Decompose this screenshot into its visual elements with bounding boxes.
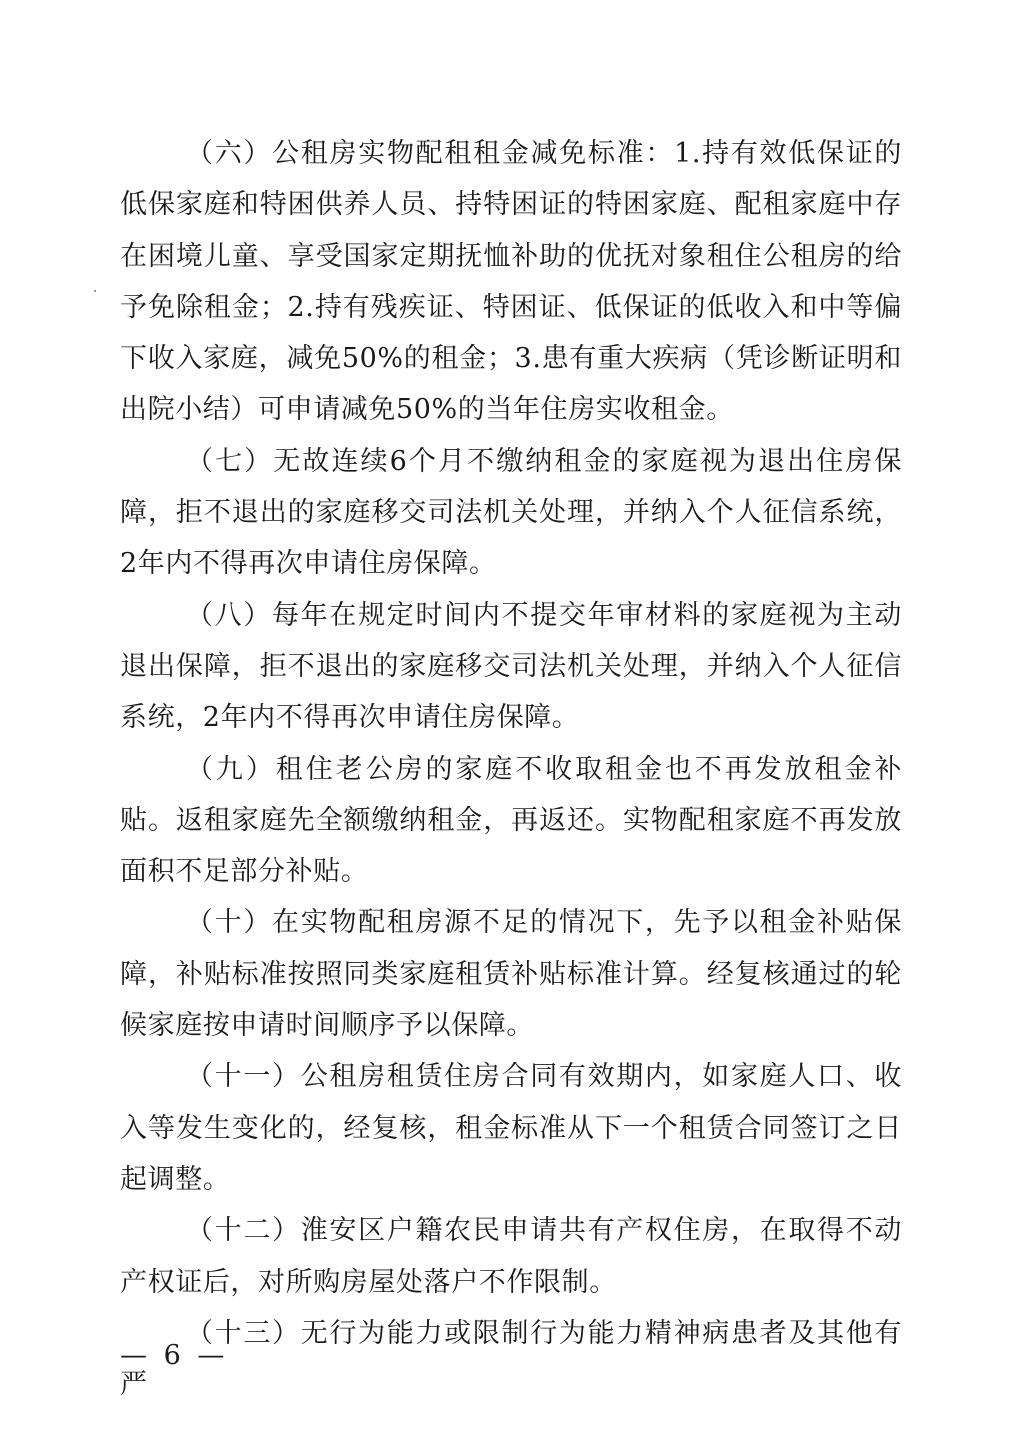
paragraph-13: （十三）无行为能力或限制行为能力精神病患者及其他有严: [120, 1317, 902, 1401]
paragraph-9: （九）租住老公房的家庭不收取租金也不再发放租金补贴。返租家庭先全额缴纳租金，再返还。实物配租家庭不再发放面积不足部分补贴。: [120, 753, 902, 888]
paragraph-8: （八）每年在规定时间内不提交年审材料的家庭视为主动退出保障，拒不退出的家庭移交司法机关处理，并纳入个人征信系统，2年内不得再次申请住房保障。: [120, 599, 902, 734]
body-text: [120, 128, 902, 1410]
paragraph-11: （十一）公租房租赁住房合同有效期内，如家庭人口、收入等发生变化的，经复核，租金标准从下一个租赁合同签订之日起调整。: [120, 1061, 902, 1195]
paragraph-10: （十）在实物配租房源不足的情况下，先予以租金补贴保障，补贴标准按照同类家庭租赁补贴标准计算。经复核通过的轮候家庭按申请时间顺序予以保障。: [120, 907, 902, 1042]
paragraph-12: （十二）淮安区户籍农民申请共有产权住房，在取得不动产权证后，对所购房屋处落户不作限制。: [120, 1215, 902, 1298]
scan-speck: [94, 290, 96, 292]
paragraph-7: （七）无故连续6个月不缴纳租金的家庭视为退出住房保障，拒不退出的家庭移交司法机关处理，并纳入个人征信系统，2年内不得再次申请住房保障。: [120, 445, 902, 580]
paragraph-6: （六）公租房实物配租租金减免标准：1.持有效低保证的低保家庭和特困供养人员、持特困证的特困家庭、配租家庭中存在困境儿童、享受国家定期抚恤补助的优抚对象租住公租房的给予免除租金；2.持有残疾证、特困证、低保证的低收入和中等偏下收入家庭，减免50%的租金；3.患有重大疾病（凭诊断证明和出院小结）可申请减免50%的当年住房实收租金。: [120, 138, 902, 426]
page-number: — 6 —: [120, 1340, 229, 1371]
